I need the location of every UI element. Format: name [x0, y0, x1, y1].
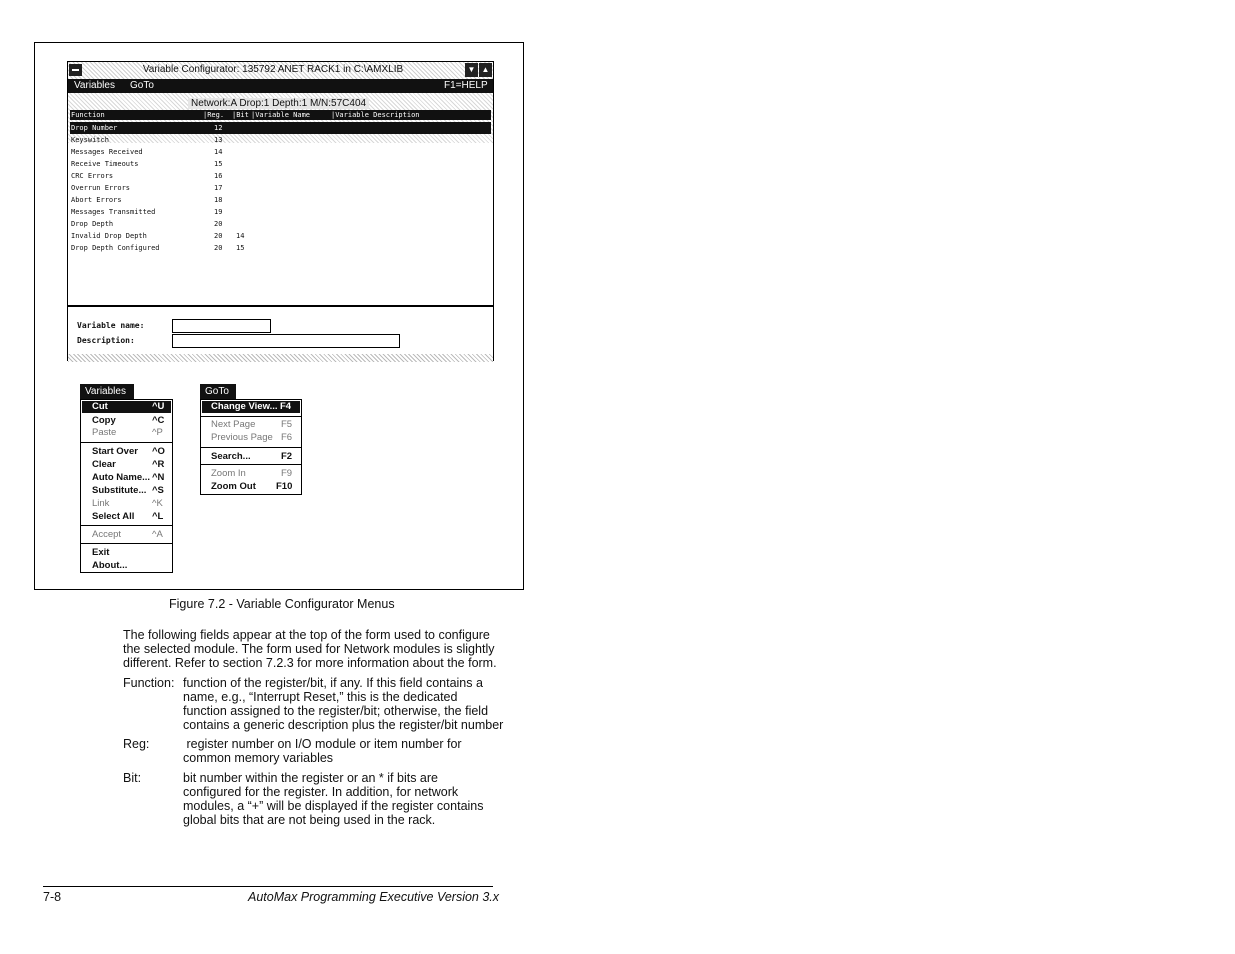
def-term-bit: Bit: — [123, 771, 142, 785]
row-reg: 20 — [214, 232, 223, 240]
menu-item-shortcut: ^P — [152, 427, 163, 438]
row-function: Drop Depth — [71, 220, 114, 228]
table-row[interactable] — [70, 206, 491, 218]
menu-item-label: Auto Name... — [92, 472, 151, 483]
menu-item-about[interactable] — [92, 560, 127, 571]
help-indicator[interactable]: F1=HELP — [444, 80, 488, 91]
page-number: 7-8 — [43, 890, 62, 904]
menu-item-search[interactable] — [211, 451, 293, 462]
menu-item-copy[interactable] — [92, 415, 165, 426]
variables-menu-title[interactable]: Variables — [80, 384, 134, 399]
table-row[interactable] — [70, 242, 491, 254]
col-reg: |Reg. — [203, 111, 225, 119]
row-reg: 17 — [214, 184, 223, 192]
maximize-icon[interactable]: ▲ — [479, 63, 492, 77]
table-row[interactable] — [70, 134, 491, 146]
panel-border — [68, 354, 493, 362]
table-row[interactable] — [70, 158, 491, 170]
menu-item-shortcut: ^U — [152, 401, 165, 412]
table-row[interactable] — [70, 194, 491, 206]
variable-name-input[interactable] — [172, 319, 271, 333]
system-menu-icon[interactable] — [69, 64, 82, 76]
menu-item-zoom-in[interactable] — [211, 468, 293, 479]
menu-separator — [81, 543, 172, 544]
menu-item-cut[interactable] — [82, 401, 171, 413]
menu-item-label: Previous Page — [211, 432, 273, 443]
menu-item-shortcut: F5 — [281, 419, 293, 430]
menu-item-shortcut: F10 — [276, 481, 293, 492]
menu-item-label: Exit — [92, 547, 110, 558]
row-function: Drop Number — [71, 124, 118, 132]
def-line: global bits that are not being used in the rack. — [183, 813, 436, 827]
row-reg: 12 — [214, 124, 223, 132]
menu-separator — [201, 447, 301, 448]
row-reg: 13 — [214, 136, 223, 144]
menu-item-label: Accept — [92, 529, 122, 540]
table-row[interactable] — [70, 170, 491, 182]
menu-separator — [201, 464, 301, 465]
menu-item-label: Search... — [211, 451, 251, 462]
menu-item-shortcut: ^S — [152, 485, 164, 496]
footer-title: AutoMax Programming Executive Version 3.x — [248, 890, 500, 904]
col-variable-description: |Variable Description — [331, 111, 420, 119]
column-header — [70, 110, 491, 120]
menu-item-zoom-out[interactable] — [211, 481, 293, 492]
menu-item-shortcut: ^N — [152, 472, 165, 483]
window-title: Variable Configurator: 135792 ANET RACK1 in C:\AMXLIB — [142, 64, 404, 75]
menu-item-label: Select All — [92, 511, 135, 522]
menu-item-auto-name[interactable] — [92, 472, 165, 483]
def-line: function assigned to the register/bit; otherwise, the field — [183, 704, 489, 718]
menu-item-shortcut: F9 — [281, 468, 293, 479]
row-function: CRC Errors — [71, 172, 114, 180]
intro-line: the selected module. The form used for Network modules is slightly — [123, 642, 495, 656]
variable-name-label: Variable name: — [77, 321, 145, 330]
description-label: Description: — [77, 336, 135, 345]
row-function: Keyswitch — [71, 136, 109, 144]
row-reg: 14 — [214, 148, 223, 156]
row-reg: 18 — [214, 196, 223, 204]
menu-item-label: Zoom Out — [211, 481, 256, 492]
def-line: common memory variables — [183, 751, 334, 765]
col-variable-name: |Variable Name — [251, 111, 311, 119]
variable-configurator-window — [67, 61, 494, 361]
menu-variables[interactable]: Variables — [74, 80, 115, 91]
def-term-function: Function: — [123, 676, 175, 690]
row-function: Overrun Errors — [71, 184, 131, 192]
col-function: Function — [71, 111, 105, 119]
menu-item-label: About... — [92, 560, 128, 571]
menu-item-label: Start Over — [92, 446, 138, 457]
menu-item-select-all[interactable] — [92, 511, 164, 522]
menu-item-shortcut: F4 — [280, 401, 292, 412]
figure-caption: Figure 7.2 - Variable Configurator Menus — [169, 597, 395, 611]
menu-separator — [81, 525, 172, 526]
menu-bar — [68, 79, 493, 93]
row-function: Drop Depth Configured — [71, 244, 160, 252]
intro-line: different. Refer to section 7.2.3 for more information about the form. — [123, 656, 497, 670]
intro-line: The following fields appear at the top of the form used to configure — [123, 628, 490, 642]
table-row[interactable] — [70, 182, 491, 194]
menu-item-accept[interactable] — [92, 529, 163, 540]
def-term-reg: Reg: — [123, 737, 150, 751]
menu-item-shortcut: F6 — [281, 432, 293, 443]
row-bit: 15 — [236, 244, 245, 252]
menu-item-label: Copy — [92, 415, 116, 426]
table-row[interactable] — [70, 146, 491, 158]
menu-item-label: Clear — [92, 459, 116, 470]
def-line: name, e.g., “Interrupt Reset,” this is the dedicated — [183, 690, 458, 704]
goto-menu — [200, 384, 302, 496]
row-function: Messages Transmitted — [71, 208, 156, 216]
menu-item-shortcut: F2 — [281, 451, 293, 462]
menu-item-label: Substitute... — [92, 485, 147, 496]
variable-edit-panel — [68, 305, 493, 362]
def-line: modules, a “+” will be displayed if the register contains — [183, 799, 484, 813]
row-function: Invalid Drop Depth — [71, 232, 147, 240]
menu-item-shortcut: ^A — [152, 529, 163, 540]
menu-item-shortcut: ^K — [152, 498, 163, 509]
menu-item-label: Cut — [92, 401, 108, 412]
menu-item-shortcut: ^L — [152, 511, 164, 522]
row-function: Receive Timeouts — [71, 160, 139, 168]
menu-item-exit[interactable] — [92, 547, 109, 558]
menu-item-clear[interactable] — [92, 459, 165, 470]
row-reg: 20 — [214, 220, 223, 228]
menu-item-substitute[interactable] — [92, 485, 164, 496]
menu-item-shortcut: ^C — [152, 415, 165, 426]
menu-item-shortcut: ^R — [152, 459, 165, 470]
def-line: bit number within the register or an * if bits are — [183, 771, 438, 785]
menu-item-paste[interactable] — [92, 427, 163, 438]
menu-item-previous-page[interactable] — [211, 432, 293, 443]
goto-menu-list — [200, 399, 302, 495]
menu-item-link[interactable] — [92, 498, 163, 509]
row-function: Messages Received — [71, 148, 143, 156]
description-input[interactable] — [172, 334, 400, 348]
minimize-icon[interactable]: ▼ — [465, 63, 478, 77]
menu-separator — [81, 442, 172, 443]
menu-item-label: Paste — [92, 427, 117, 438]
row-bit: 14 — [236, 232, 245, 240]
def-line: configured for the register. In addition, for network — [183, 785, 459, 799]
menu-goto[interactable]: GoTo — [130, 80, 154, 91]
menu-item-start-over[interactable] — [92, 446, 165, 457]
title-bar[interactable] — [68, 62, 493, 80]
row-reg: 16 — [214, 172, 223, 180]
col-bit: |Bit — [232, 111, 249, 119]
def-line: register number on I/O module or item number for — [183, 737, 462, 751]
menu-item-next-page[interactable] — [211, 419, 293, 430]
table-row[interactable] — [70, 122, 491, 134]
menu-item-label: Change View... — [211, 401, 278, 412]
menu-item-shortcut: ^O — [152, 446, 165, 457]
menu-item-label: Zoom In — [211, 468, 246, 479]
menu-item-label: Link — [92, 498, 110, 509]
menu-separator — [201, 416, 301, 417]
network-info: Network:A Drop:1 Depth:1 M/N:57C404 — [188, 98, 369, 109]
row-reg: 15 — [214, 160, 223, 168]
goto-menu-title[interactable]: GoTo — [200, 384, 236, 399]
variables-menu — [80, 384, 174, 574]
table-row[interactable] — [70, 230, 491, 242]
footer-rule — [43, 886, 493, 887]
def-line: contains a generic description plus the register/bit number — [183, 718, 504, 732]
row-reg: 19 — [214, 208, 223, 216]
table-row[interactable] — [70, 218, 491, 230]
variables-menu-list — [80, 399, 173, 573]
menu-item-change-view[interactable] — [202, 401, 300, 413]
def-line: function of the register/bit, if any. If this field contains a — [183, 676, 483, 690]
row-reg: 20 — [214, 244, 223, 252]
row-function: Abort Errors — [71, 196, 122, 204]
menu-item-label: Next Page — [211, 419, 256, 430]
